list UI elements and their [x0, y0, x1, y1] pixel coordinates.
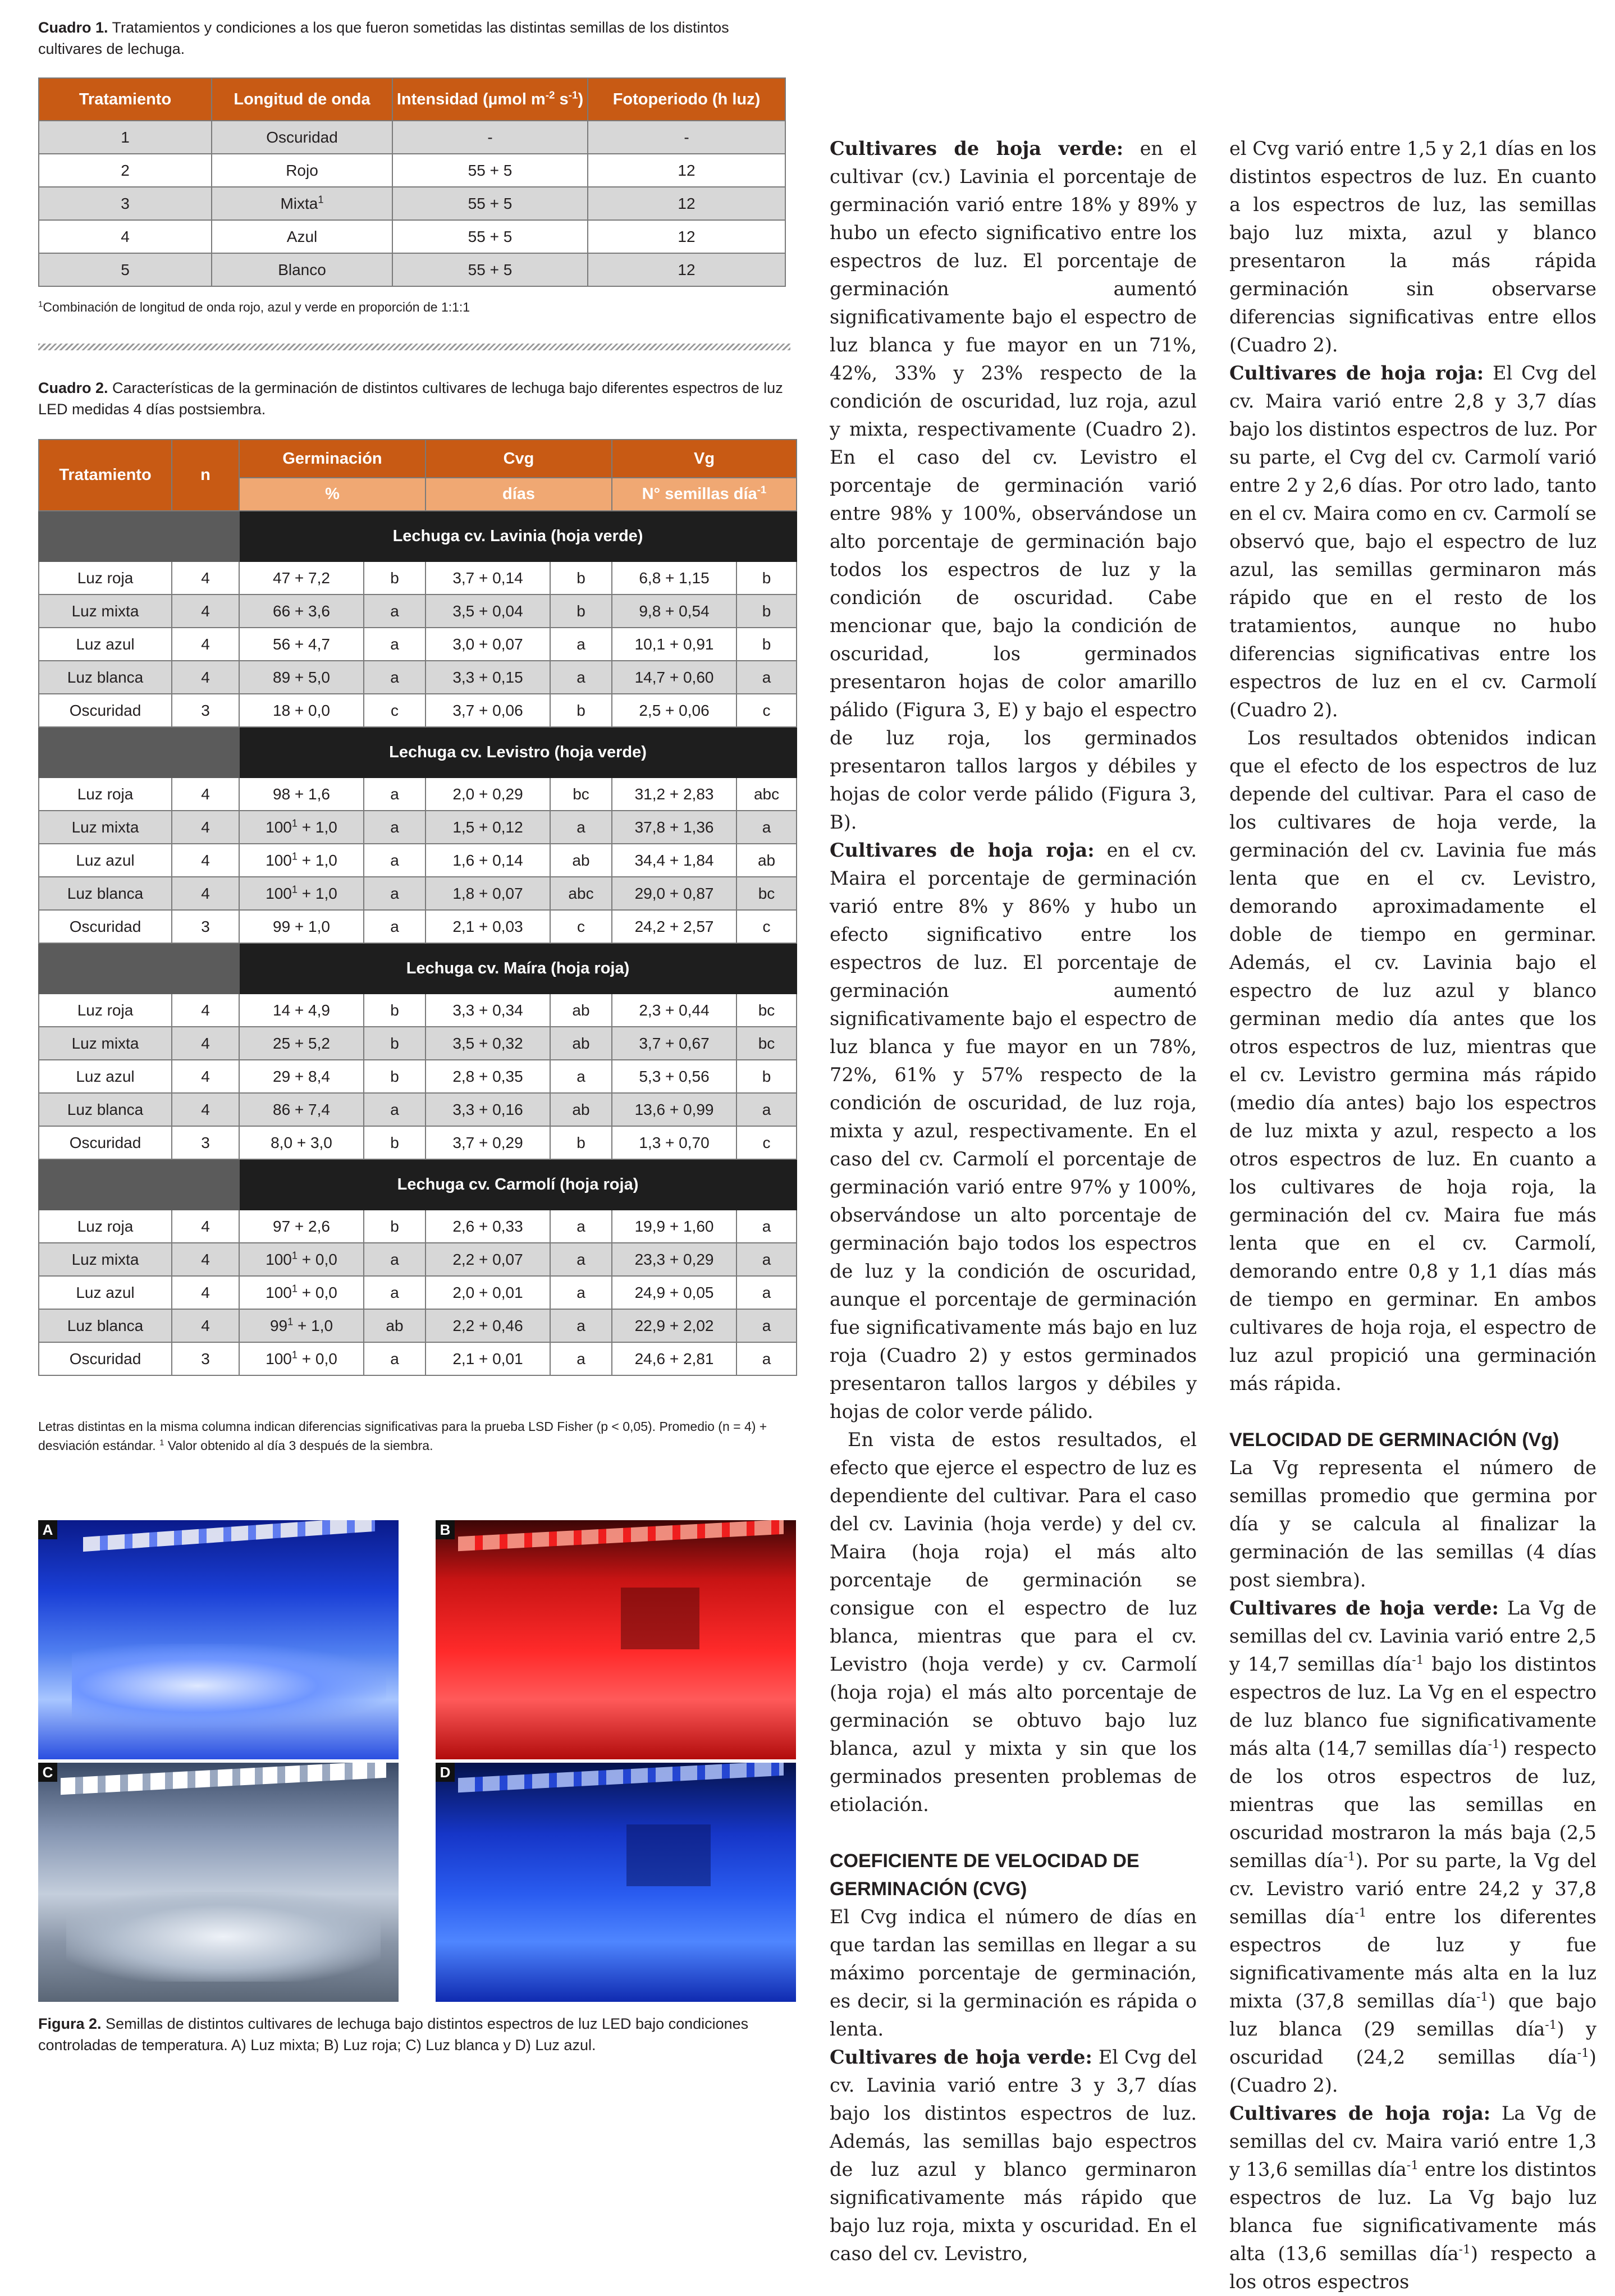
cell-germinacion-letter: a [364, 877, 426, 910]
cell-cvg-letter: abc [550, 877, 612, 910]
cell-germinacion: 99 + 1,0 [239, 910, 364, 943]
cell-n: 4 [172, 1060, 239, 1093]
cell-n: 4 [172, 994, 239, 1027]
cell-cvg: 3,7 + 0,14 [426, 561, 550, 594]
cell-vg-letter: b [736, 1060, 797, 1093]
cell-n: 4 [172, 1210, 239, 1243]
cell-vg: 24,2 + 2,57 [612, 910, 736, 943]
cell-vg-letter: b [736, 594, 797, 628]
cell-vg-letter: a [736, 661, 797, 694]
cell-germinacion-letter: a [364, 628, 426, 661]
cell-cvg: 3,5 + 0,32 [426, 1027, 550, 1060]
cell-n: 3 [172, 910, 239, 943]
cell-cvg: 3,0 + 0,07 [426, 628, 550, 661]
cell-cvg-letter: a [550, 628, 612, 661]
cell-tratamiento: Luz azul [39, 844, 172, 877]
cell-vg: 1,3 + 0,70 [612, 1126, 736, 1159]
cell-germinacion: 97 + 2,6 [239, 1210, 364, 1243]
cell-germinacion: 29 + 8,4 [239, 1060, 364, 1093]
table-row [39, 628, 797, 661]
cell-n: 3 [172, 694, 239, 727]
table-row [39, 1027, 797, 1060]
cell-vg: 37,8 + 1,36 [612, 811, 736, 844]
cell-cvg: 2,1 + 0,01 [426, 1342, 550, 1375]
table-section-header [39, 943, 797, 994]
cell-vg-letter: ab [736, 844, 797, 877]
figura2-caption: Figura 2. Semillas de distintos cultivares de lechuga bajo distintos espectros de luz LED bajo condiciones controladas de temperatura. A) Luz mixta; B) Luz roja; C) Luz blanca y D) Luz azul. [38, 2015, 749, 2053]
cell-cvg: 2,0 + 0,01 [426, 1276, 550, 1309]
cell-tratamiento: Luz blanca [39, 877, 172, 910]
cell-cvg-letter: bc [550, 777, 612, 811]
cell-tratamiento: Luz blanca [39, 1309, 172, 1342]
cell-cvg: 1,5 + 0,12 [426, 811, 550, 844]
cell-germinacion-letter: b [364, 1210, 426, 1243]
cell-tratamiento: Luz azul [39, 1060, 172, 1093]
cell-germinacion-letter: b [364, 561, 426, 594]
cell-cvg: 2,0 + 0,29 [426, 777, 550, 811]
cell-cvg: 2,2 + 0,46 [426, 1309, 550, 1342]
cell-germinacion: $100^1 + 0,0$ [239, 1342, 364, 1375]
cell-tratamiento: Luz roja [39, 1210, 172, 1243]
cell-vg-letter: a [736, 1276, 797, 1309]
cell-vg: 34,4 + 1,84 [612, 844, 736, 877]
table-row [39, 694, 797, 727]
cell-cvg-letter: a [550, 1309, 612, 1342]
cell-n: 4 [172, 1093, 239, 1126]
cell-vg: 31,2 + 2,83 [612, 777, 736, 811]
cell-n: 3 [172, 1126, 239, 1159]
cell-vg: 2,3 + 0,44 [612, 994, 736, 1027]
header-cvg: Cvg [426, 440, 612, 478]
cell-vg: 14,7 + 0,60 [612, 661, 736, 694]
table-row [39, 877, 797, 910]
paragraph: Cultivares de hoja verde: El Cvg del cv. Lavinia varió entre 3 y 3,7 días bajo los distintos espectros de luz. Además, las semillas bajo espectros de luz azul y blanco germinaron significativamente más rápido que bajo luz roja, mixta y oscuridad. En el caso del cv. Levistro, [830, 2046, 1197, 2265]
header-vg-unit: N° semillas día$^{-1}$ [612, 478, 797, 511]
cell-tratamiento: Luz mixta [39, 811, 172, 844]
cell-germinacion: 89 + 5,0 [239, 661, 364, 694]
table-row [39, 1342, 797, 1375]
cell-germinacion: 14 + 4,9 [239, 994, 364, 1027]
cell-vg: 24,9 + 0,05 [612, 1276, 736, 1309]
cell-cvg-letter: ab [550, 1027, 612, 1060]
cell-germinacion: 66 + 3,6 [239, 594, 364, 628]
cell-germinacion-letter: a [364, 1093, 426, 1126]
cell-germinacion-letter: b [364, 1027, 426, 1060]
table-row [39, 661, 797, 694]
cell-cvg: 1,6 + 0,14 [426, 844, 550, 877]
table-row [39, 844, 797, 877]
cell-tratamiento: Oscuridad [39, 1126, 172, 1159]
cell-n: 4 [172, 877, 239, 910]
cell-germinacion-letter: a [364, 1342, 426, 1375]
cell-n: 3 [172, 1342, 239, 1375]
section-title: Lechuga cv. Carmolí (hoja roja) [239, 1159, 797, 1210]
cell-cvg: 3,3 + 0,15 [426, 661, 550, 694]
cell-vg-letter: bc [736, 877, 797, 910]
header-intensidad: Intensidad (µmol $m^{-2}$ $s^{-1}$) [392, 78, 588, 121]
cell-cvg-letter: b [550, 594, 612, 628]
panel-label: B [436, 1520, 455, 1539]
cell-vg: 13,6 + 0,99 [612, 1093, 736, 1126]
cuadro2-footnote: Letras distintas en la misma columna indican diferencias significativas para la prueba LSD Fisher (p < 0,05). Promedio (n = 4) + desviación estándar. $^1$ Valor obtenido al día 3 después de la siembra. [38, 1419, 767, 1453]
cell-germinacion-letter: b [364, 1060, 426, 1093]
paragraph: El Cvg indica el número de días en que tardan las semillas en llegar a su máximo porcentaje de germinación, es decir, si la germinación es rápida o lenta. [830, 1906, 1197, 2040]
header-cvg-unit: días [426, 478, 612, 511]
cell-tratamiento: Luz roja [39, 994, 172, 1027]
paragraph: Cultivares de hoja verde: en el cultivar (cv.) Lavinia el porcentaje de germinación varió entre 18% y 89% y hubo un efecto significativo entre los espectros de luz. El porcentaje de germinación aumentó significativamente bajo el espectro de luz blanca y fue mayor en un 71%, 42%, 33% y 23% respecto de la condición de oscuridad, luz roja, azul y mixta, respectivamente (Cuadro 2). En el caso del cv. Levistro el porcentaje de germinación varió entre 98% y 100%, observándose un alto porcentaje de germinación bajo todos los espectros de luz y la condición de oscuridad. Cabe mencionar que, bajo la condición de oscuridad, los germinados presentaron hojas de color amarillo pálido (Figura 3, E) y bajo el espectro de luz roja, los germinados presentaron tallos largos y débiles y hojas de color verde pálido (Figura 3, B). [830, 138, 1197, 833]
cell-n: 4 [172, 1276, 239, 1309]
cell-cvg: 3,5 + 0,04 [426, 594, 550, 628]
cell-cvg-letter: b [550, 694, 612, 727]
cell-germinacion: 98 + 1,6 [239, 777, 364, 811]
table-section-header [39, 727, 797, 777]
table-row: 2 Rojo 55 + 5 12 [39, 154, 785, 187]
cell-germinacion: $100^1 + 0,0$ [239, 1243, 364, 1276]
cell-germinacion: 8,0 + 3,0 [239, 1126, 364, 1159]
cell-vg-letter: a [736, 811, 797, 844]
table-row [39, 994, 797, 1027]
table-row [39, 594, 797, 628]
cuadro2-caption: Cuadro 2. Características de la germinación de distintos cultivares de lechuga bajo diferentes espectros de luz LED medidas 4 días postsiembra. [38, 379, 783, 418]
cell-vg-letter: b [736, 628, 797, 661]
panel-label: A [38, 1520, 57, 1539]
cell-tratamiento: Luz mixta [39, 1027, 172, 1060]
cell-n: 4 [172, 1309, 239, 1342]
cell-cvg-letter: a [550, 1342, 612, 1375]
cell-vg-letter: a [736, 1309, 797, 1342]
header-n: n [172, 440, 239, 511]
cell-germinacion: 86 + 7,4 [239, 1093, 364, 1126]
figure-panel-d [436, 1763, 796, 2002]
cell-n: 4 [172, 661, 239, 694]
paragraph: En vista de estos resultados, el efecto que ejerce el espectro de luz es dependiente del cultivar. Para el caso del cv. Lavinia (hoja verde) y del cv. Maira (hoja roja) el más alto porcentaje de germinación se consigue con el espectro de luz blanca, mientras que para el cv. Levistro (hoja verde) y cv. Carmolí (hoja roja) el más alto porcentaje de germinación se obtuvo bajo luz blanca, azul y mixta y sin que los germinados presenten problemas de etiolación. [830, 1429, 1197, 1815]
cell-germinacion-letter: c [364, 694, 426, 727]
cell-cvg-letter: a [550, 661, 612, 694]
cell-cvg-letter: ab [550, 994, 612, 1027]
cell-germinacion: $99^1 + 1,0$ [239, 1309, 364, 1342]
paragraph: La Vg representa el número de semillas promedio que germina por día y se calcula al finalizar la germinación de las semillas (4 días post siembra). [1229, 1457, 1596, 1591]
header-tratamiento: Tratamiento [39, 78, 212, 121]
cell-cvg-letter: a [550, 1276, 612, 1309]
table-section-header [39, 511, 797, 561]
header-germinacion: Germinación [239, 440, 426, 478]
section-title: Lechuga cv. Maíra (hoja roja) [239, 943, 797, 994]
table-row [39, 1309, 797, 1342]
table-row [39, 1060, 797, 1093]
cuadro1-table [38, 77, 786, 287]
cell-cvg-letter: a [550, 1210, 612, 1243]
cell-vg: 19,9 + 1,60 [612, 1210, 736, 1243]
cell-vg-letter: c [736, 1126, 797, 1159]
cell-vg-letter: a [736, 1210, 797, 1243]
cell-vg: 29,0 + 0,87 [612, 877, 736, 910]
cell-vg-letter: a [736, 1342, 797, 1375]
cell-tratamiento: Luz azul [39, 628, 172, 661]
table-row: 4 Azul 55 + 5 12 [39, 220, 785, 253]
cell-germinacion-letter: a [364, 910, 426, 943]
table-row [39, 811, 797, 844]
cell-vg-letter: c [736, 694, 797, 727]
cell-vg-letter: abc [736, 777, 797, 811]
cell-vg: 5,3 + 0,56 [612, 1060, 736, 1093]
section-title: Lechuga cv. Levistro (hoja verde) [239, 727, 797, 777]
table-row: 1 Oscuridad - - [39, 121, 785, 154]
header-germinacion-unit: % [239, 478, 426, 511]
cell-cvg: 2,2 + 0,07 [426, 1243, 550, 1276]
cell-tratamiento: Luz azul [39, 1276, 172, 1309]
cell-germinacion: 18 + 0,0 [239, 694, 364, 727]
table-row [39, 777, 797, 811]
header-vg: Vg [612, 440, 797, 478]
figure-panel-a [38, 1520, 399, 1759]
table-row [39, 1093, 797, 1126]
cell-germinacion: $100^1 + 1,0$ [239, 844, 364, 877]
cell-vg: 23,3 + 0,29 [612, 1243, 736, 1276]
cell-cvg: 2,8 + 0,35 [426, 1060, 550, 1093]
header-tratamiento: Tratamiento [39, 440, 172, 511]
panel-label: C [38, 1763, 57, 1782]
cell-vg-letter: bc [736, 994, 797, 1027]
cell-germinacion: 47 + 7,2 [239, 561, 364, 594]
header-fotoperiodo: Fotoperiodo (h luz) [588, 78, 785, 121]
cell-tratamiento: Luz blanca [39, 661, 172, 694]
paragraph: el Cvg varió entre 1,5 y 2,1 días en los distintos espectros de luz. En cuanto a los espectros de luz, las semillas bajo luz mixta, azul y blanco presentaron la más rápida germinación sin observarse diferencias significativas entre ellos (Cuadro 2). [1229, 138, 1596, 356]
cell-vg: 6,8 + 1,15 [612, 561, 736, 594]
cell-tratamiento: Luz mixta [39, 594, 172, 628]
paragraph: Los resultados obtenidos indican que el efecto de los espectros de luz depende del cultivar. Para el caso de los cultivares de hoja verde, la germinación del cv. Lavinia fue más lenta que en el cv. Levistro, demorando aproximadamente el doble de tiempo en germinar. Además, el cv. Lavinia bajo el espectro de luz azul y blanco germinan medio día antes que los otros espectros de luz, mientras que el cv. Levistro germina más rápido (medio día antes) bajo los espectros de luz mixta y azul, respecto a los otros espectros de luz. En cuanto a los cultivares de hoja roja, la germinación del cv. Maira fue más lenta que en el cv. Carmolí, demorando entre 0,8 y 1,1 días más de tiempo en germinar. En ambos cultivares de hoja roja, el espectro de luz azul propició una germinación más rápida. [1229, 727, 1596, 1394]
cuadro1-footnote: $^1$Combinación de longitud de onda rojo, azul y verde en proporción de 1:1:1 [38, 299, 470, 314]
cuadro2-table [38, 439, 797, 1376]
cell-germinacion-letter: a [364, 1243, 426, 1276]
cell-vg: 22,9 + 2,02 [612, 1309, 736, 1342]
cell-vg-letter: b [736, 561, 797, 594]
table-row [39, 1243, 797, 1276]
cell-tratamiento: Luz roja [39, 561, 172, 594]
table-row [39, 1126, 797, 1159]
cell-germinacion-letter: a [364, 844, 426, 877]
table-section-header [39, 1159, 797, 1210]
cell-germinacion-letter: a [364, 661, 426, 694]
cell-vg: 10,1 + 0,91 [612, 628, 736, 661]
table-row: 5 Blanco 55 + 5 12 [39, 253, 785, 286]
cell-vg-letter: a [736, 1243, 797, 1276]
cell-cvg-letter: ab [550, 1093, 612, 1126]
cell-cvg: 2,1 + 0,03 [426, 910, 550, 943]
cell-cvg-letter: a [550, 1060, 612, 1093]
cell-germinacion: $100^1 + 0,0$ [239, 1276, 364, 1309]
cell-cvg: 1,8 + 0,07 [426, 877, 550, 910]
cell-vg: 9,8 + 0,54 [612, 594, 736, 628]
cell-tratamiento: Luz blanca [39, 1093, 172, 1126]
divider [38, 344, 790, 350]
cuadro1-caption: Cuadro 1. Tratamientos y condiciones a los que fueron sometidas las distintas semillas de los distintos cultivares de lechuga. [38, 19, 729, 57]
panel-label: D [436, 1763, 455, 1782]
cell-cvg-letter: c [550, 910, 612, 943]
cell-n: 4 [172, 628, 239, 661]
cell-germinacion-letter: a [364, 1276, 426, 1309]
cell-tratamiento: Oscuridad [39, 694, 172, 727]
cell-germinacion: $100^1 + 1,0$ [239, 811, 364, 844]
cell-germinacion: 25 + 5,2 [239, 1027, 364, 1060]
table-row: 3 Mixta$^1$ 55 + 5 12 [39, 187, 785, 220]
section-heading: VELOCIDAD DE GERMINACIÓN (Vg) [1229, 1429, 1559, 1451]
cell-n: 4 [172, 777, 239, 811]
cell-cvg-letter: a [550, 811, 612, 844]
cell-tratamiento: Luz roja [39, 777, 172, 811]
cell-vg: 2,5 + 0,06 [612, 694, 736, 727]
header-longitud: Longitud de onda [212, 78, 392, 121]
cell-cvg: 3,7 + 0,06 [426, 694, 550, 727]
cell-vg: 3,7 + 0,67 [612, 1027, 736, 1060]
cell-vg-letter: c [736, 910, 797, 943]
figure-panel-b [436, 1520, 796, 1759]
paragraph: Cultivares de hoja roja: El Cvg del cv. Maira varió entre 2,8 y 3,7 días bajo los distintos espectros de luz. Por su parte, el Cvg del cv. Carmolí varió entre 2 y 2,6 días. Por otro lado, tanto en el cv. Maira como en cv. Carmolí se observó que, bajo el espectro de luz azul, las semillas germinaron más rápido que en el resto de los tratamientos, aunque no hubo diferencias significativas entre los espectros de luz en el cv. Carmolí (Cuadro 2). [1229, 362, 1596, 721]
cell-n: 4 [172, 1243, 239, 1276]
text-column-1 [830, 135, 1197, 2268]
table-row [39, 910, 797, 943]
cell-n: 4 [172, 811, 239, 844]
section-title: Lechuga cv. Lavinia (hoja verde) [239, 511, 797, 561]
cell-germinacion-letter: a [364, 594, 426, 628]
cell-germinacion-letter: b [364, 1126, 426, 1159]
cell-vg-letter: bc [736, 1027, 797, 1060]
cell-cvg-letter: b [550, 1126, 612, 1159]
table-row [39, 561, 797, 594]
paragraph: Cultivares de hoja verde: La Vg de semillas del cv. Lavinia varió entre 2,5 y 14,7 semillas día$^{-1}$ bajo los distintos espectros de luz. La Vg en el espectro de luz blanco fue significativamente más alta (14,7 semillas día$^{-1}$) respecto de los otros espectros de luz, mientras que las semillas en oscuridad mostraron la más baja (2,5 semillas día$^{-1}$). Por su parte, la Vg del cv. Levistro varió entre 24,2 y 37,8 semillas día$^{-1}$ entre los diferentes espectros de luz y fue significativamente más alta en la luz mixta (37,8 semillas día$^{-1}$) que bajo luz blanca (29 semillas día$^{-1}$) y oscuridad (24,2 semillas día$^{-1}$) (Cuadro 2). [1229, 1597, 1597, 2096]
cell-cvg: 3,3 + 0,16 [426, 1093, 550, 1126]
cell-germinacion: $100^1 + 1,0$ [239, 877, 364, 910]
cell-germinacion-letter: b [364, 994, 426, 1027]
section-heading: COEFICIENTE DE VELOCIDAD DE GERMINACIÓN (CVG) [830, 1850, 1140, 1900]
cell-n: 4 [172, 561, 239, 594]
cell-germinacion-letter: a [364, 777, 426, 811]
cell-tratamiento: Oscuridad [39, 1342, 172, 1375]
cell-tratamiento: Luz mixta [39, 1243, 172, 1276]
table-row [39, 1210, 797, 1243]
cell-n: 4 [172, 1027, 239, 1060]
cell-n: 4 [172, 844, 239, 877]
cell-cvg: 3,3 + 0,34 [426, 994, 550, 1027]
cell-cvg-letter: ab [550, 844, 612, 877]
cell-n: 4 [172, 594, 239, 628]
cell-germinacion-letter: ab [364, 1309, 426, 1342]
cell-cvg-letter: a [550, 1243, 612, 1276]
paragraph: Cultivares de hoja roja: en el cv. Maira el porcentaje de germinación varió entre 8% y 86% y hubo un efecto significativo entre los espectros de luz. El porcentaje de germinación aumentó significativamente bajo el espectro de luz blanca y fue mayor en un 78%, 72%, 61% y 57% respecto de la condición de oscuridad, de luz roja, mixta y azul, respectivamente. En el caso del cv. Carmolí el porcentaje de germinación varió entre 97% y 100%, observándose un alto porcentaje de germinación bajo todos los espectros de luz y la condición de oscuridad, aunque el porcentaje de germinación fue significativamente más bajo en luz roja (Cuadro 2) y estos germinados presentaron tallos largos y débiles y hojas de color verde pálido. [830, 839, 1197, 1423]
cell-cvg-letter: b [550, 561, 612, 594]
cell-vg-letter: a [736, 1093, 797, 1126]
cell-germinacion: 56 + 4,7 [239, 628, 364, 661]
paragraph: Cultivares de hoja roja: La Vg de semillas del cv. Maira varió entre 1,3 y 13,6 semillas día$^{-1}$ entre los distintos espectros de luz. La Vg bajo luz blanca fue significativamente más alta (13,6 semillas día$^{-1}$) respecto a los otros espectros [1229, 2102, 1596, 2293]
table-row [39, 1276, 797, 1309]
figure-panel-c [38, 1763, 399, 2002]
cell-tratamiento: Oscuridad [39, 910, 172, 943]
text-column-2 [1229, 135, 1596, 2296]
cell-germinacion-letter: a [364, 811, 426, 844]
cell-cvg: 2,6 + 0,33 [426, 1210, 550, 1243]
cell-vg: 24,6 + 2,81 [612, 1342, 736, 1375]
cell-cvg: 3,7 + 0,29 [426, 1126, 550, 1159]
